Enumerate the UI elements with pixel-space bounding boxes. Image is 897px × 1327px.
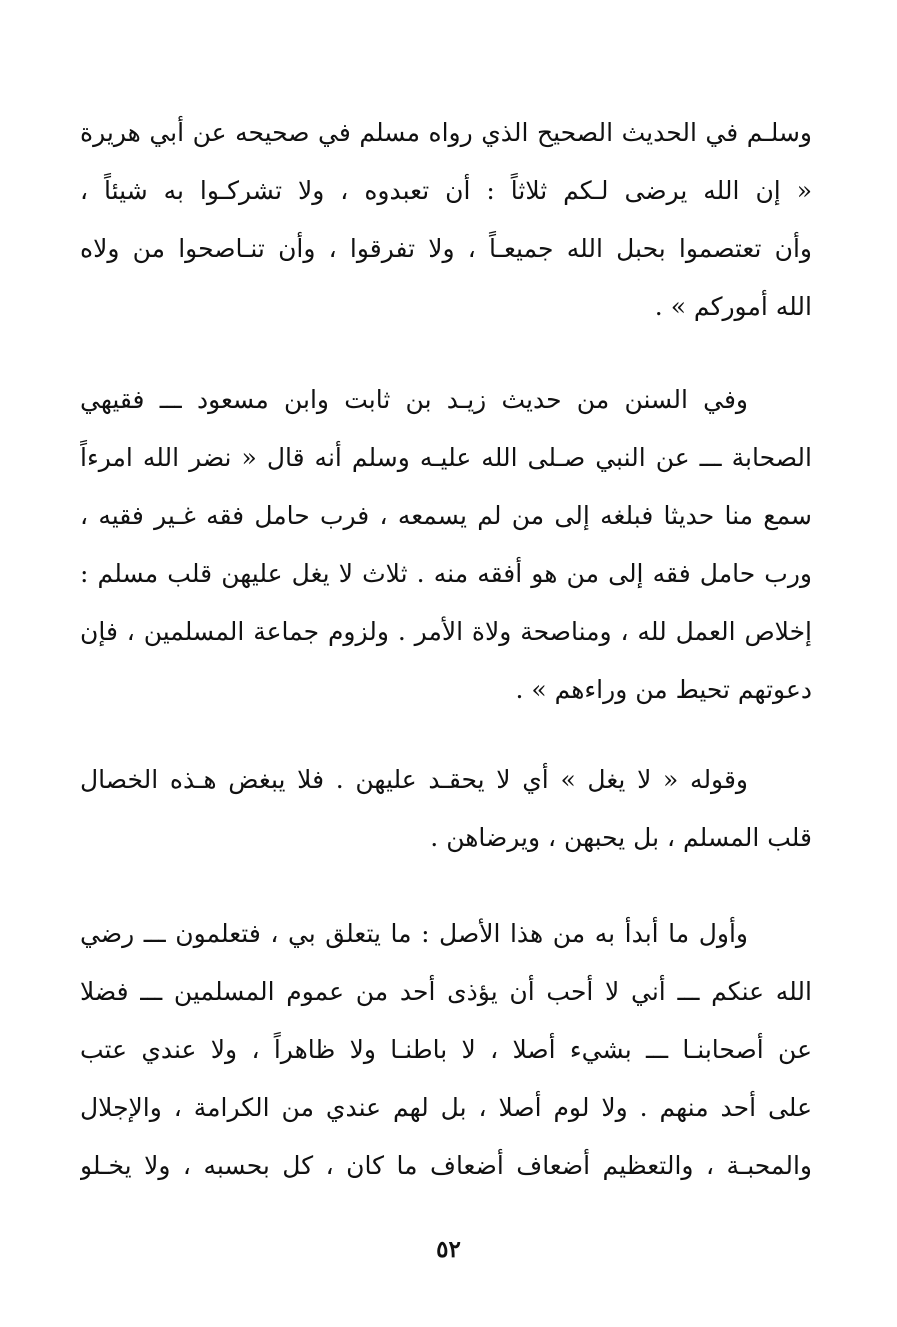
text-line: عن أصحابنـا ـــ بشيء أصلا ، لا باطنـا ولا ظاهراً ، ولا عندي عتب: [80, 1035, 812, 1064]
text-line: وأول ما أبدأ به من هذا الأصل : ما يتعلق بي ، فتعلمون ـــ رضي: [80, 919, 748, 948]
text-line: « إن الله يرضى لـكم ثلاثاً : أن تعبدوه ، ولا تشركـوا به شيئاً ،: [80, 176, 812, 205]
text-line: الصحابة ـــ عن النبي صـلى الله عليـه وسلم أنه قال « نضر الله امرءاً: [80, 443, 812, 472]
paragraph-3: [80, 751, 812, 867]
text-line: ورب حامل فقه إلى من هو أفقه منه . ثلاث لا يغل عليهن قلب مسلم :: [80, 559, 812, 588]
text-line: وقوله « لا يغل » أي لا يحقـد عليهن . فلا يبغض هـذه الخصال: [80, 765, 748, 794]
text-line: وفي السنن من حديث زيـد بن ثابت وابن مسعود ـــ فقيهي: [80, 385, 748, 414]
paragraph-4: [80, 905, 812, 1195]
text-line: إخلاص العمل لله ، ومناصحة ولاة الأمر . ولزوم جماعة المسلمين ، فإن: [80, 617, 812, 646]
text-line: وأن تعتصموا بحبل الله جميعـاً ، ولا تفرقوا ، وأن تنـاصحوا من ولاه: [80, 234, 812, 263]
text-line: الله أموركم » .: [654, 292, 812, 321]
paragraph-1: [80, 104, 812, 336]
text-line: على أحد منهم . ولا لوم أصلا ، بل لهم عندي من الكرامة ، والإجلال: [80, 1093, 812, 1122]
text-line: وسلـم في الحديث الصحيح الذي رواه مسلم في صحيحه عن أبي هريرة: [80, 118, 812, 147]
text-line: الله عنكم ـــ أني لا أحب أن يؤذى أحد من عموم المسلمين ـــ فضلا: [80, 977, 812, 1006]
paragraph-2: [80, 371, 812, 719]
text-line: والمحبـة ، والتعظيم أضعاف أضعاف ما كان ، كل بحسبه ، ولا يخـلو: [80, 1151, 812, 1180]
text-line: سمع منا حديثا فبلغه إلى من لم يسمعه ، فرب حامل فقه غـير فقيه ،: [80, 501, 812, 530]
text-line: دعوتهم تحيط من وراءهم » .: [515, 675, 812, 704]
page-number: ٥٢: [436, 1236, 461, 1263]
text-line: قلب المسلم ، بل يحبهن ، ويرضاهن .: [430, 823, 812, 852]
